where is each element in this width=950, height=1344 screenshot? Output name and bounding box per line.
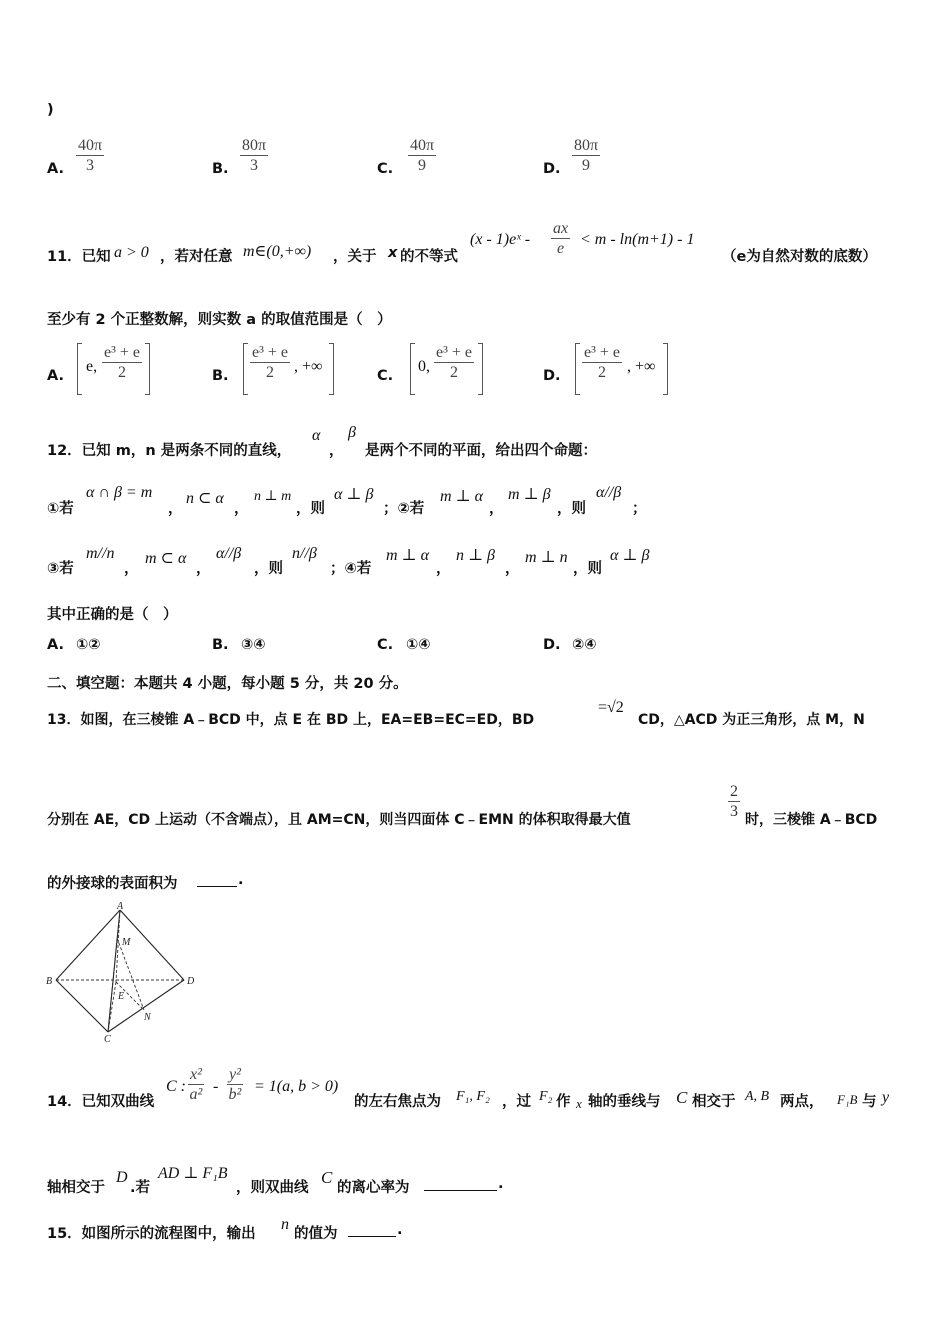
option-label: D.: [543, 161, 561, 177]
option-fraction: $\frac{\text{e³ + e}}{2}$: [436, 344, 473, 381]
q12-ask: 其中正确的是（ ）: [47, 607, 178, 623]
edge-ab: [56, 910, 120, 980]
label-b: B: [46, 976, 53, 987]
max-volume-fraction: $\frac{2}{3}$: [730, 783, 738, 820]
option-fraction: $\frac{\text{e³ + e}}{2}$: [584, 344, 621, 381]
answer-blank[interactable]: [348, 1222, 396, 1237]
option-fraction: $\frac{40\pi}{3}$: [78, 137, 103, 174]
edge-bc: [56, 980, 108, 1032]
option-fraction: $\frac{40\pi}{9}$: [410, 137, 435, 174]
label-a: A: [117, 901, 124, 912]
label-e: E: [118, 991, 125, 1002]
answer-blank[interactable]: [197, 872, 237, 887]
right-bracket: [145, 343, 150, 395]
label-d: D: [187, 976, 195, 987]
right-paren: [663, 343, 668, 395]
option-label: C.: [377, 161, 394, 177]
label-m: M: [122, 937, 131, 948]
option-label: A.: [47, 161, 64, 177]
option-fraction: $\frac{80\pi}{3}$: [242, 137, 267, 174]
label-c: C: [104, 1034, 111, 1045]
option-label: B.: [212, 161, 229, 177]
left-bracket: [243, 343, 248, 395]
edge-cd: [108, 980, 184, 1032]
left-paren: [77, 343, 82, 395]
q10-tail: ): [47, 102, 54, 118]
option-fraction: $\frac{80\pi}{9}$: [574, 137, 599, 174]
left-paren: [575, 343, 580, 395]
y-squared-fraction: $\frac{\text{y²}}{\text{b²}}$: [228, 1066, 242, 1103]
q11-question-line: 至少有 2 个正整数解，则实数 a 的取值范围是（ ）: [47, 312, 392, 328]
answer-blank[interactable]: [424, 1176, 497, 1191]
tetrahedron-figure: [44, 900, 204, 1045]
option-fraction: $\frac{\text{e³ + e}}{2}$: [252, 344, 289, 381]
left-paren: [410, 343, 415, 395]
inequality-fraction: $\frac{ax}{e}$: [553, 220, 569, 257]
label-n: N: [144, 1012, 151, 1023]
x-squared-fraction: $\frac{\text{x²}}{\text{a²}}$: [189, 1066, 203, 1103]
right-bracket: [478, 343, 483, 395]
option-fraction: $\frac{\text{e³ + e}}{2}$: [104, 344, 141, 381]
section-heading: 二、填空题：本题共 4 小题，每小题 5 分，共 20 分。: [47, 676, 408, 692]
right-paren: [329, 343, 334, 395]
